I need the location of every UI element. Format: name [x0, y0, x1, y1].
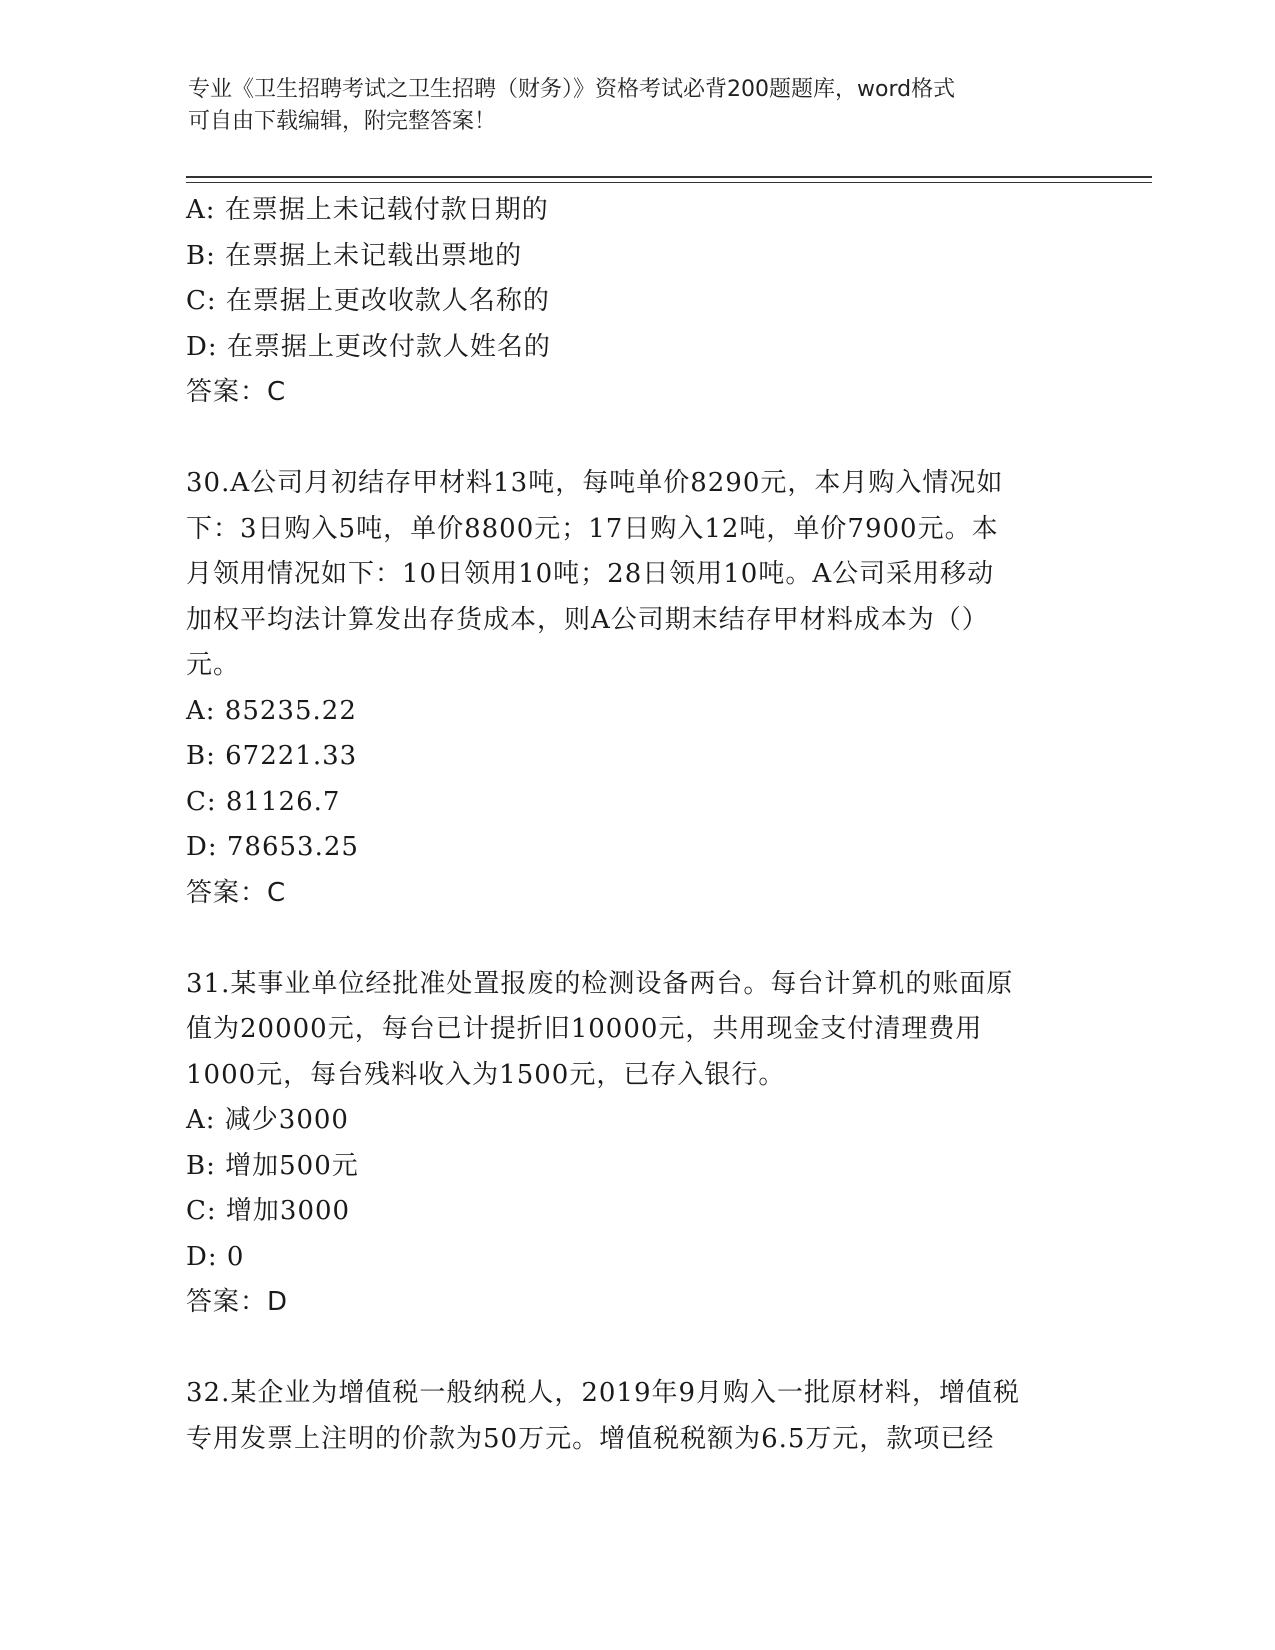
- header-rule-thick: [186, 176, 1152, 178]
- option-d: D: 在票据上更改付款人姓名的: [186, 331, 551, 362]
- option-c: C: 增加3000: [186, 1196, 351, 1226]
- question-text-line: 30.A公司月初结存甲材料13吨，每吨单价8290元，本月购入情况如: [186, 468, 1004, 498]
- header-line-1: 专业《卫生招聘考试之卫生招聘（财务）》资格考试必背200题题库，word格式: [188, 77, 956, 102]
- option-a: A: 85235.22: [186, 695, 357, 726]
- question-text-line: 32.某企业为增值税一般纳税人，2019年9月购入一批原材料，增值税: [186, 1378, 1021, 1408]
- question-text-line: 加权平均法计算发出存货成本，则A公司期末结存甲材料成本为（）: [186, 604, 989, 635]
- option-b: B: 在票据上未记载出票地的: [186, 240, 523, 271]
- header-line-2: 可自由下载编辑，附完整答案！: [188, 109, 497, 134]
- question-text-line: 月领用情况如下：10日领用10吨；28日领用10吨。A公司采用移动: [186, 559, 995, 589]
- question-text-line: 元。: [186, 650, 241, 680]
- question-31: [186, 962, 1086, 1326]
- spacer: [186, 1326, 1086, 1372]
- answer: 答案：C: [186, 877, 287, 908]
- answer: 答案：C: [186, 377, 287, 407]
- option-a: A: 减少3000: [186, 1105, 349, 1135]
- question-32: [186, 1371, 1086, 1462]
- answer: 答案：D: [186, 1287, 289, 1317]
- spacer: [186, 416, 1086, 462]
- option-c: C: 81126.7: [186, 786, 341, 817]
- document-body: [186, 188, 1086, 1462]
- question-text-line: 下：3日购入5吨，单价8800元；17日购入12吨，单价7900元。本: [186, 513, 999, 544]
- spacer: [186, 916, 1086, 962]
- question-29: [186, 188, 1086, 416]
- option-b: B: 增加500元: [186, 1150, 359, 1181]
- question-text-line: 31.某事业单位经批准处置报废的检测设备两台。每台计算机的账面原: [186, 968, 1014, 999]
- option-b: B: 67221.33: [186, 741, 358, 771]
- header-rule-thin: [186, 182, 1152, 183]
- option-d: D: 0: [186, 1241, 245, 1272]
- option-a: A: 在票据上未记载付款日期的: [186, 195, 549, 225]
- question-30: [186, 461, 1086, 916]
- question-text-line: 值为20000元，每台已计提折旧10000元，共用现金支付清理费用: [186, 1014, 983, 1044]
- option-c: C: 在票据上更改收款人名称的: [186, 286, 550, 316]
- question-text-line: 专用发票上注明的价款为50万元。增值税税额为6.5万元，款项已经: [186, 1423, 995, 1454]
- option-d: D: 78653.25: [186, 832, 359, 862]
- document-header: [188, 74, 1068, 138]
- question-text-line: 1000元，每台残料收入为1500元，已存入银行。: [186, 1059, 786, 1090]
